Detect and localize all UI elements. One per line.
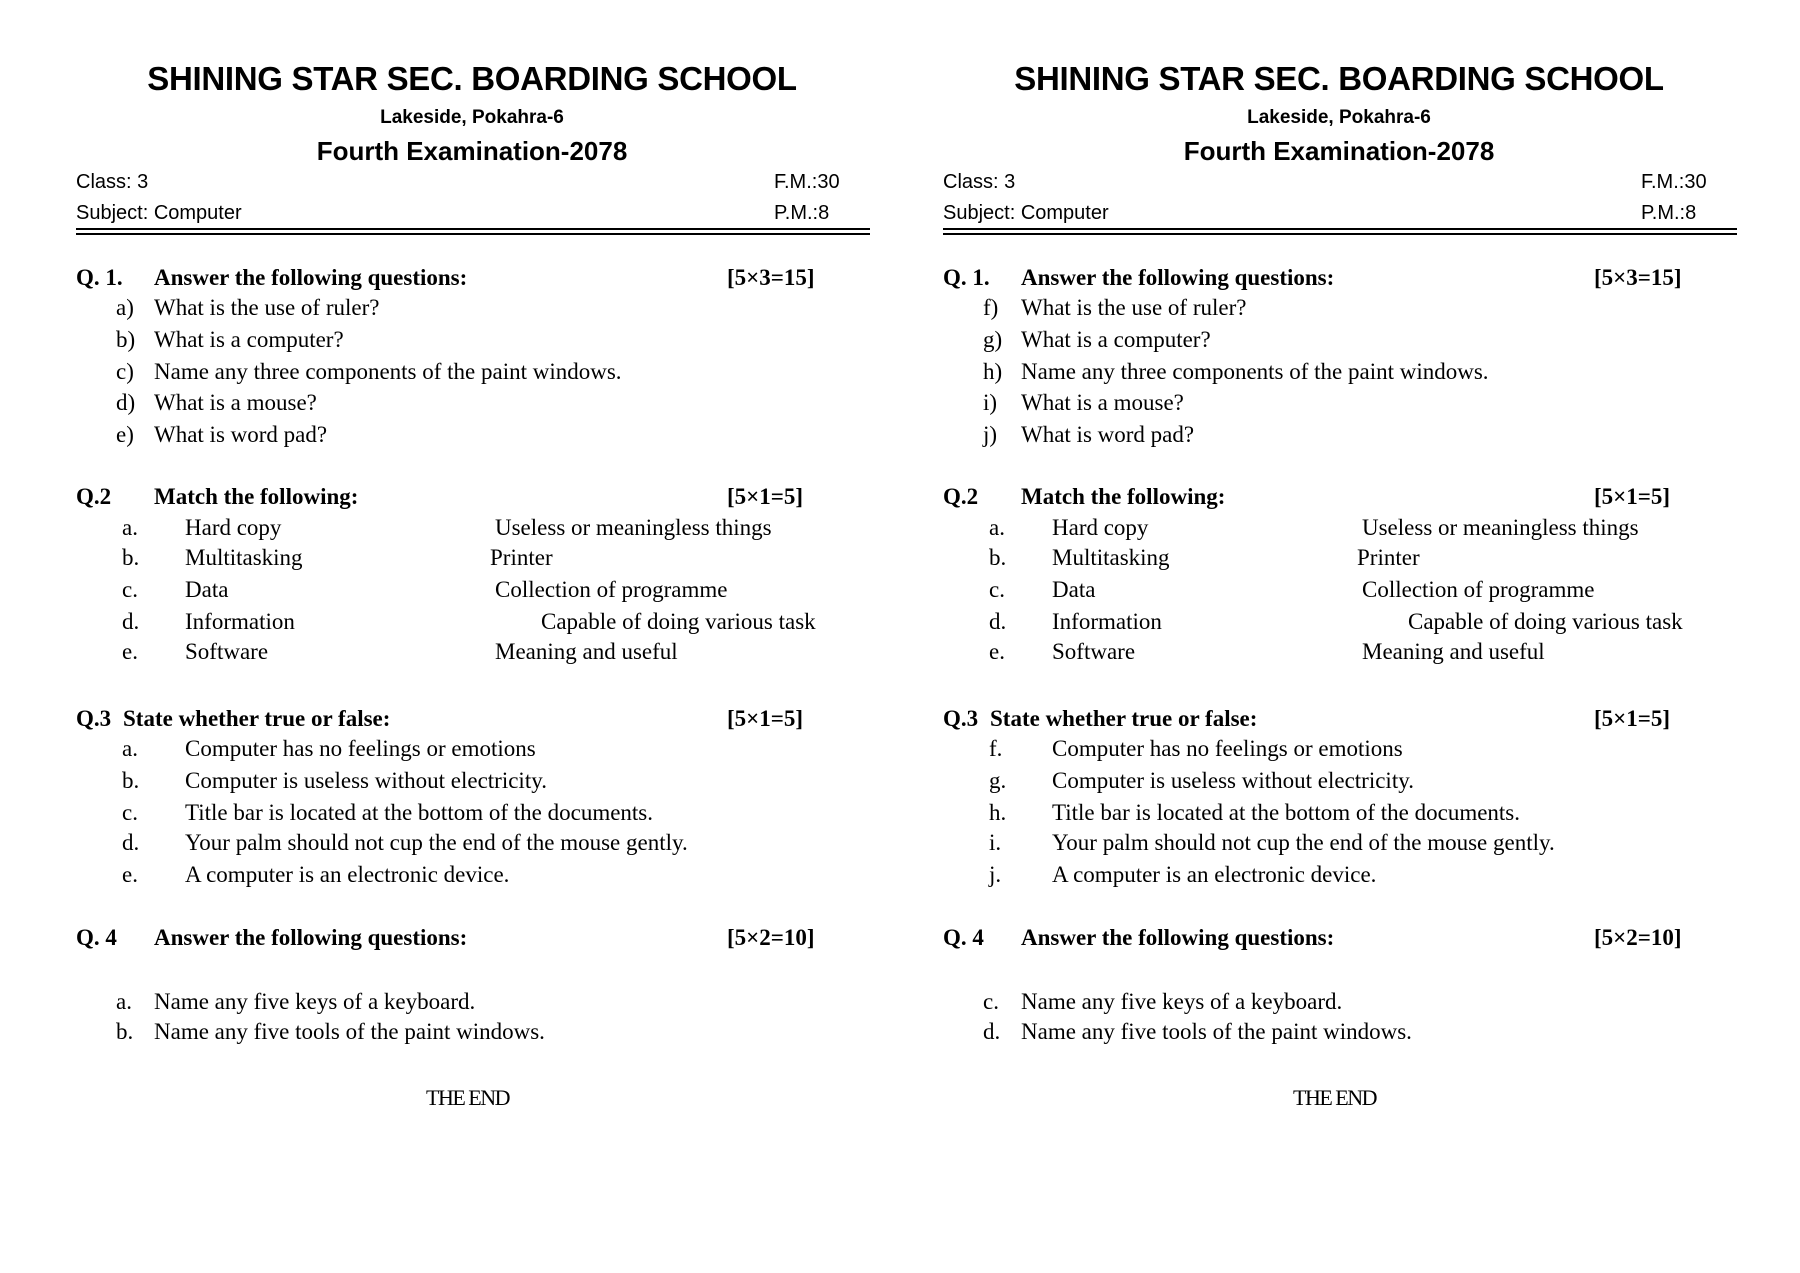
pass-marks: P.M.:8 bbox=[1641, 202, 1697, 224]
q2-marks: [5×1=5] bbox=[1594, 484, 1671, 509]
q2-row-label: d. bbox=[989, 609, 1007, 634]
class-label: Class: 3 bbox=[76, 171, 149, 193]
q2-heading: Match the following: bbox=[154, 484, 359, 509]
q2-row-match: Capable of doing various task bbox=[541, 609, 816, 634]
q1-item-text: Name any three components of the paint windows. bbox=[1021, 359, 1489, 384]
exam-title: Fourth Examination-2078 bbox=[316, 136, 628, 166]
q2-row-label: e. bbox=[989, 639, 1005, 664]
q2-row-label: e. bbox=[122, 639, 138, 664]
q1-number: Q. 1. bbox=[943, 265, 990, 290]
q1-item-label: j) bbox=[983, 422, 998, 447]
q1-number: Q. 1. bbox=[76, 265, 123, 290]
q2-row-term: Data bbox=[185, 577, 229, 602]
q1-marks: [5×3=15] bbox=[727, 265, 815, 290]
q3-item-label: h. bbox=[989, 800, 1007, 825]
q2-row-term: Hard copy bbox=[1052, 515, 1149, 540]
q3-item-text: Title bar is located at the bottom of the documents. bbox=[185, 800, 654, 825]
q1-item-label: f) bbox=[983, 295, 999, 320]
q2-row-label: a. bbox=[989, 515, 1005, 540]
q3-item-label: j. bbox=[989, 862, 1002, 887]
q4-item-label: a. bbox=[116, 989, 132, 1014]
q1-item-label: d) bbox=[116, 390, 136, 415]
q3-item-label: b. bbox=[122, 768, 140, 793]
q1-marks: [5×3=15] bbox=[1594, 265, 1682, 290]
q1-item-text: What is the use of ruler? bbox=[154, 295, 380, 320]
q2-row-term: Multitasking bbox=[1052, 545, 1170, 570]
q3-number: Q.3 bbox=[943, 706, 979, 731]
q4-item-text: Name any five keys of a keyboard. bbox=[154, 989, 476, 1014]
q3-heading: State whether true or false: bbox=[990, 706, 1258, 731]
q1-heading: Answer the following questions: bbox=[1021, 265, 1335, 290]
q2-row-term: Software bbox=[1052, 639, 1136, 664]
q2-row-label: b. bbox=[122, 545, 140, 570]
q1-item-text: What is a computer? bbox=[154, 327, 344, 352]
exam-paper-right bbox=[943, 0, 1743, 1273]
q1-item-label: h) bbox=[983, 359, 1003, 384]
q2-row-term: Data bbox=[1052, 577, 1096, 602]
q2-row-term: Information bbox=[185, 609, 295, 634]
subject-label: Subject: Computer bbox=[76, 202, 242, 224]
q3-item-text: Computer has no feelings or emotions bbox=[1052, 736, 1403, 761]
q3-heading: State whether true or false: bbox=[123, 706, 391, 731]
q2-row-match: Useless or meaningless things bbox=[1362, 515, 1639, 540]
q2-row-term: Information bbox=[1052, 609, 1162, 634]
school-address: Lakeside, Pokahra-6 bbox=[380, 107, 564, 128]
q1-item-text: Name any three components of the paint windows. bbox=[154, 359, 622, 384]
q3-item-text: A computer is an electronic device. bbox=[1052, 862, 1377, 887]
q2-row-term: Multitasking bbox=[185, 545, 303, 570]
q4-item-text: Name any five tools of the paint windows. bbox=[154, 1019, 545, 1044]
school-address: Lakeside, Pokahra-6 bbox=[1247, 107, 1431, 128]
q2-row-term: Software bbox=[185, 639, 269, 664]
full-marks: F.M.:30 bbox=[1641, 171, 1707, 193]
q4-item-label: c. bbox=[983, 989, 999, 1014]
header-rule-bottom bbox=[943, 233, 1737, 235]
subject-label: Subject: Computer bbox=[943, 202, 1109, 224]
q4-heading: Answer the following questions: bbox=[154, 925, 468, 950]
q2-heading: Match the following: bbox=[1021, 484, 1226, 509]
q3-item-label: e. bbox=[122, 862, 138, 887]
q2-row-label: b. bbox=[989, 545, 1007, 570]
q1-item-text: What is word pad? bbox=[154, 422, 328, 447]
q2-row-match: Meaning and useful bbox=[1362, 639, 1545, 664]
school-name: SHINING STAR SEC. BOARDING SCHOOL bbox=[147, 60, 797, 97]
q3-item-label: g. bbox=[989, 768, 1007, 793]
q1-item-label: i) bbox=[983, 390, 998, 415]
q3-item-text: Computer is useless without electricity. bbox=[185, 768, 547, 793]
q4-heading: Answer the following questions: bbox=[1021, 925, 1335, 950]
q2-row-match: Printer bbox=[490, 545, 553, 570]
q3-item-label: c. bbox=[122, 800, 138, 825]
class-label: Class: 3 bbox=[943, 171, 1016, 193]
q2-row-match: Capable of doing various task bbox=[1408, 609, 1683, 634]
q3-number: Q.3 bbox=[76, 706, 112, 731]
q1-heading: Answer the following questions: bbox=[154, 265, 468, 290]
q2-row-label: d. bbox=[122, 609, 140, 634]
q1-item-text: What is the use of ruler? bbox=[1021, 295, 1247, 320]
q3-item-text: Your palm should not cup the end of the mouse gently. bbox=[1052, 830, 1555, 855]
q1-item-label: a) bbox=[116, 295, 134, 320]
q1-item-text: What is a mouse? bbox=[1021, 390, 1184, 415]
q1-item-label: c) bbox=[116, 359, 134, 384]
the-end: THE END bbox=[426, 1085, 509, 1110]
q1-item-label: e) bbox=[116, 422, 134, 447]
exam-paper-left bbox=[76, 0, 876, 1273]
q4-marks: [5×2=10] bbox=[727, 925, 815, 950]
q3-marks: [5×1=5] bbox=[1594, 706, 1671, 731]
q2-row-match: Printer bbox=[1357, 545, 1420, 570]
q3-item-text: Your palm should not cup the end of the mouse gently. bbox=[185, 830, 688, 855]
q2-row-match: Collection of programme bbox=[1362, 577, 1595, 602]
q3-item-label: d. bbox=[122, 830, 140, 855]
q3-item-text: Computer is useless without electricity. bbox=[1052, 768, 1414, 793]
header-rule-bottom bbox=[76, 233, 870, 235]
q2-row-match: Meaning and useful bbox=[495, 639, 678, 664]
q4-number: Q. 4 bbox=[76, 925, 117, 950]
q1-item-label: g) bbox=[983, 327, 1003, 352]
q2-row-match: Collection of programme bbox=[495, 577, 728, 602]
q2-row-match: Useless or meaningless things bbox=[495, 515, 772, 540]
q3-item-label: i. bbox=[989, 830, 1002, 855]
header-rule-top bbox=[943, 228, 1737, 230]
q3-item-text: Title bar is located at the bottom of the documents. bbox=[1052, 800, 1521, 825]
q4-number: Q. 4 bbox=[943, 925, 984, 950]
q3-item-text: A computer is an electronic device. bbox=[185, 862, 510, 887]
q3-item-text: Computer has no feelings or emotions bbox=[185, 736, 536, 761]
the-end: THE END bbox=[1293, 1085, 1376, 1110]
q2-number: Q.2 bbox=[76, 484, 112, 509]
school-name: SHINING STAR SEC. BOARDING SCHOOL bbox=[1014, 60, 1664, 97]
q3-marks: [5×1=5] bbox=[727, 706, 804, 731]
q2-marks: [5×1=5] bbox=[727, 484, 804, 509]
q2-row-label: c. bbox=[989, 577, 1005, 602]
q2-row-label: a. bbox=[122, 515, 138, 540]
q1-item-text: What is a mouse? bbox=[154, 390, 317, 415]
q2-row-term: Hard copy bbox=[185, 515, 282, 540]
q1-item-label: b) bbox=[116, 327, 136, 352]
exam-title: Fourth Examination-2078 bbox=[1183, 136, 1495, 166]
q2-number: Q.2 bbox=[943, 484, 979, 509]
q4-item-label: b. bbox=[116, 1019, 134, 1044]
header-rule-top bbox=[76, 228, 870, 230]
q3-item-label: f. bbox=[989, 736, 1003, 761]
q4-item-text: Name any five tools of the paint windows. bbox=[1021, 1019, 1412, 1044]
q4-item-label: d. bbox=[983, 1019, 1001, 1044]
q1-item-text: What is word pad? bbox=[1021, 422, 1195, 447]
pass-marks: P.M.:8 bbox=[774, 202, 830, 224]
q1-item-text: What is a computer? bbox=[1021, 327, 1211, 352]
q2-row-label: c. bbox=[122, 577, 138, 602]
q4-item-text: Name any five keys of a keyboard. bbox=[1021, 989, 1343, 1014]
q4-marks: [5×2=10] bbox=[1594, 925, 1682, 950]
full-marks: F.M.:30 bbox=[774, 171, 840, 193]
q3-item-label: a. bbox=[122, 736, 138, 761]
